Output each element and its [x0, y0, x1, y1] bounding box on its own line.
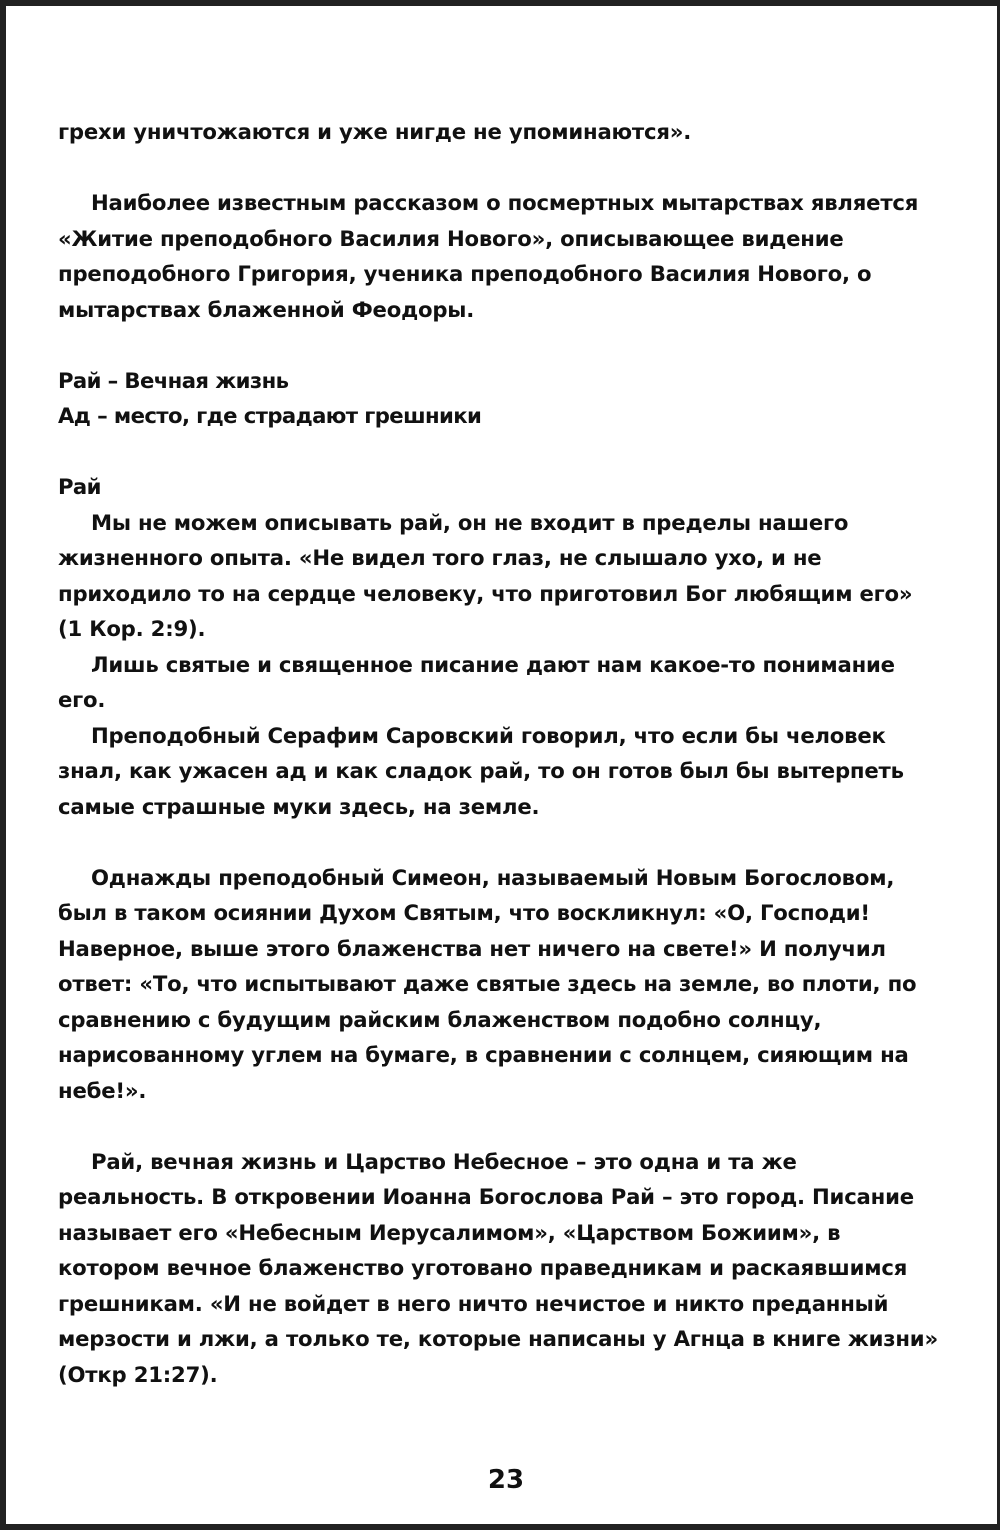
paragraph-cannot-describe: [58, 505, 948, 647]
text-line: был в таком осиянии Духом Святым, что воскликнул: «О, Господи!: [58, 900, 870, 925]
text-line: (1 Кор. 2:9).: [58, 616, 206, 641]
text-line: мерзости и лжи, а только те, которые написаны у Агнца в книге жизни»: [58, 1326, 938, 1351]
text-line: реальность. В откровении Иоанна Богослова Рай – это город. Писание: [58, 1184, 914, 1209]
text-line: грешникам. «И не войдет в него ничто нечистое и никто преданный: [58, 1290, 889, 1316]
text-line: нарисованному углем на бумаге, в сравнении с солнцем, сияющим на: [58, 1042, 909, 1067]
heading-paradise-eternal-life: Рай – Вечная жизнь: [58, 367, 289, 393]
text-line: приходило то на сердце человеку, что приготовил Бог любящим его»: [58, 580, 913, 606]
text-line: жизненного опыта. «Не видел того глаз, не слышало ухо, и не: [58, 545, 822, 570]
text-line: самые страшные муки здесь, на земле.: [58, 793, 540, 819]
paragraph-symeon: [58, 860, 948, 1109]
heading-hell: Ад – место, где страдают грешники: [58, 403, 482, 428]
text-line: его.: [58, 687, 106, 712]
section-title-paradise: Рай: [58, 474, 101, 499]
text-line: Лишь святые и священное писание дают нам какое-то понимание: [91, 651, 895, 677]
text-line: Однажды преподобный Симеон, называемый Новым Богословом,: [91, 864, 895, 890]
page-number: 23: [487, 1465, 525, 1495]
text-line: Преподобный Серафим Саровский говорил, что если бы человек: [91, 722, 886, 748]
text-line: «Житие преподобного Василия Нового», описывающее видение: [58, 225, 844, 251]
text-line: Мы не можем описывать рай, он не входит в пределы нашего: [91, 509, 849, 535]
text-line: мытарствах блаженной Феодоры.: [58, 296, 475, 322]
text-line: преподобного Григория, ученика преподобного Василия Нового, о: [58, 261, 872, 286]
paragraph-sins-erased: [58, 114, 948, 150]
text-line: грехи уничтожаются и уже нигде не упоминаются».: [58, 119, 692, 144]
paragraph-saints-scripture: [58, 647, 948, 718]
text-line: Рай, вечная жизнь и Царство Небесное – это одна и та же: [91, 1148, 797, 1174]
paragraph-seraphim: [58, 718, 948, 825]
text-line: сравнению с будущим райским блаженством подобно солнцу,: [58, 1006, 822, 1032]
paragraph-ordeals-story: [58, 185, 948, 327]
text-line: Наиболее известным рассказом о посмертных мытарствах является: [91, 190, 919, 215]
paragraph-heavenly-jerusalem: [58, 1144, 948, 1393]
text-line: (Откр 21:27).: [58, 1361, 218, 1387]
text-line: Наверное, выше этого блаженства нет ничего на свете!» И получил: [58, 935, 886, 961]
text-line: называет его «Небесным Иерусалимом», «Царством Божиим», в: [58, 1219, 841, 1245]
text-line: котором вечное блаженство уготовано праведникам и раскаявшимся: [58, 1255, 908, 1280]
text-line: небе!».: [58, 1077, 147, 1103]
text-line: ответ: «То, что испытывают даже святые здесь на земле, во плоти, по: [58, 971, 917, 996]
text-line: знал, как ужасен ад и как сладок рай, то он готов был бы вытерпеть: [58, 758, 904, 783]
page-body: [58, 114, 948, 1392]
